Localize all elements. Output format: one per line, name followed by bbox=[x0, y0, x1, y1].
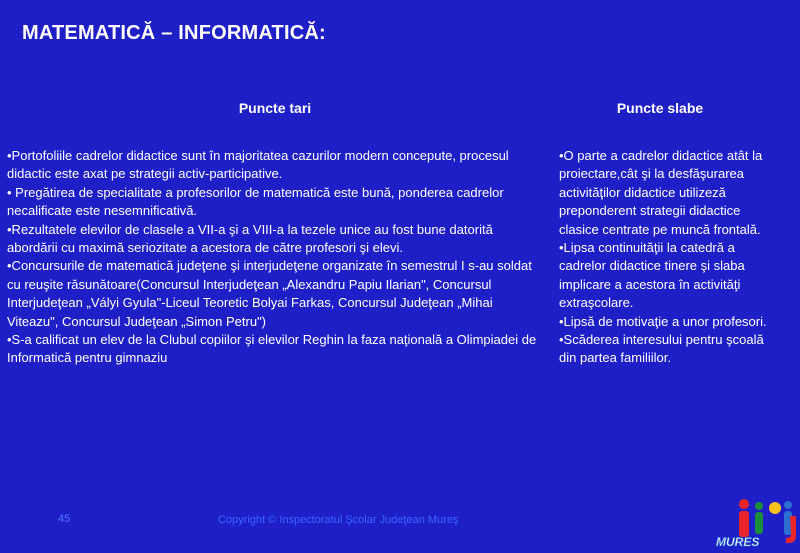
strength-item: •Rezultatele elevilor de clasele a VII-a şi a VIII-a la tezele unice au fost bune datorită abordării cu maximă seriozitate a acestora de către profesori şi elevi. bbox=[7, 221, 493, 256]
weakness-item: •Lipsa continuităţii la catedră a cadrelor didactice tinere şi slaba implicare a acestora în activităţi extraşcolare. bbox=[559, 240, 745, 311]
weakness-item: •Scăderea interesului pentru şcoală din partea familiilor. bbox=[559, 332, 764, 366]
strength-item: •Portofoliile cadrelor didactice sunt în majoritatea cazurilor modern concepute, procesul didactic este axat pe strategii activ-participative. bbox=[7, 148, 509, 182]
weaknesses-list bbox=[559, 147, 774, 368]
strength-item: • Pregătirea de specialitate a profesorilor de matematică este bună, ponderea cadrelor necalificate este nesemnificativă. bbox=[7, 184, 504, 219]
weaknesses-heading: Puncte slabe bbox=[616, 100, 704, 116]
weakness-item: •O parte a cadrelor didactice atât la proiectare,cât şi la desfăşurarea activităţilor didactice utilizeză preponderent strategii didactice clasice centrate pe muncă frontală. bbox=[559, 148, 763, 237]
strength-item: •Concursurile de matematică judeţene şi interjudeţene organizate în semestrul I s-au soldat cu reuşite răsunătoare(Concursul Interjudeţean „Alexandru Papiu Ilarian", Concursul Interjudeţean „Vályi Gyula"-Liceul Teoretic Bolyai Farkas, Concursul Judeţean „Mihai Viteazu", Concursul Judeţean „Simon Petru") bbox=[7, 258, 532, 329]
isj-mures-logo bbox=[712, 496, 798, 550]
slide-title: MATEMATICĂ – INFORMATICĂ: bbox=[22, 22, 326, 44]
copyright-notice: Copyright © Inspectoratul Şcolar Judeţean Mureş bbox=[218, 514, 459, 526]
strengths-list bbox=[7, 147, 544, 368]
page-number: 45 bbox=[58, 513, 71, 525]
strength-item: •S-a calificat un elev de la Clubul copiilor şi elevilor Reghin la faza naţională a Olimpiadei de Informatică pentru gimnaziu bbox=[7, 332, 537, 366]
svg-text:MURES: MURES bbox=[716, 535, 760, 549]
strengths-heading: Puncte tari bbox=[238, 100, 312, 116]
weakness-item: •Lipsă de motivaţie a unor profesori. bbox=[559, 313, 767, 329]
